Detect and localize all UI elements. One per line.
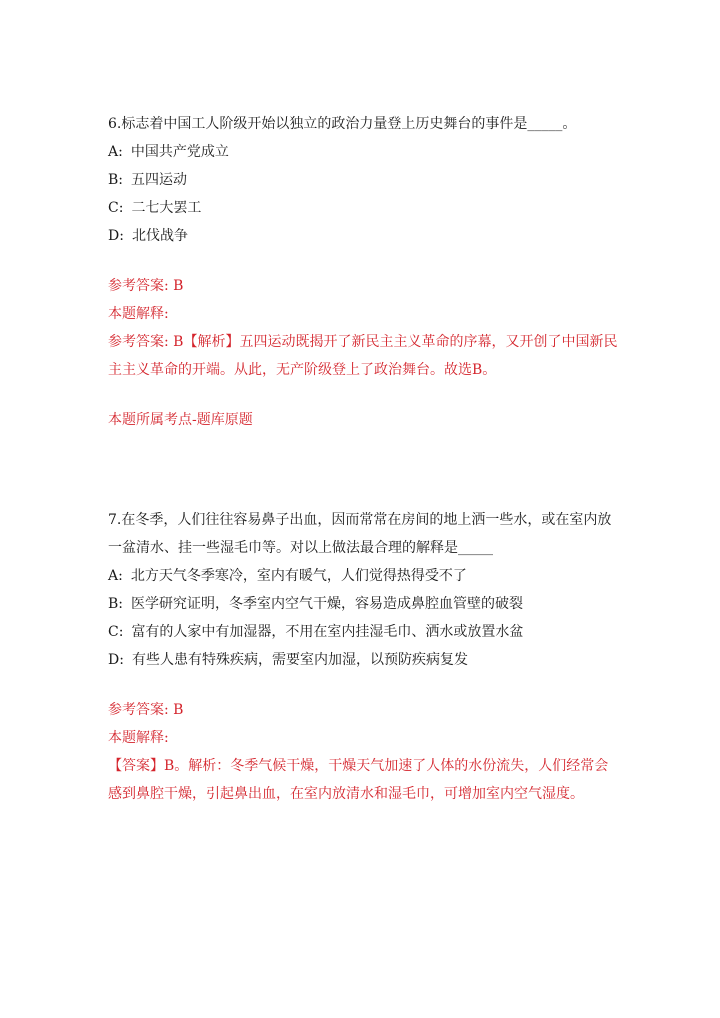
- option-letter: D:: [108, 228, 124, 244]
- option-a: [108, 562, 618, 590]
- option-letter: D:: [108, 652, 124, 668]
- option-list: [108, 562, 618, 674]
- topic-tag: 本题所属考点-题库原题: [108, 412, 253, 428]
- explanation-text: 参考答案: B【解析】五四运动既揭开了新民主主义革命的序幕，又开创了中国新民主主义革命的开端。从此，无产阶级登上了政治舞台。故选B。: [108, 334, 618, 378]
- option-b: [108, 590, 618, 618]
- reference-answer: 参考答案: B: [108, 702, 184, 718]
- option-text: 北伐战争: [131, 228, 188, 244]
- option-letter: B:: [108, 172, 124, 188]
- option-c: [108, 618, 618, 646]
- option-letter: A:: [108, 568, 123, 584]
- option-letter: A:: [108, 144, 123, 160]
- explanation-text: 【答案】B。解析：冬季气候干燥，干燥天气加速了人体的水份流失，人们经常会感到鼻腔干燥，引起鼻出血，在室内放清水和湿毛巾，可增加室内空气湿度。: [108, 758, 609, 802]
- explanation-label: 本题解释:: [108, 306, 169, 322]
- option-text: 有些人患有特殊疾病，需要室内加湿，以预防疾病复发: [131, 652, 468, 668]
- answer-block: [108, 696, 618, 808]
- option-d: [108, 646, 618, 674]
- question-6: [108, 110, 618, 434]
- question-7: [108, 506, 618, 808]
- question-stem: 6.标志着中国工人阶级开始以独立的政治力量登上历史舞台的事件是_____。: [108, 116, 577, 132]
- option-letter: B:: [108, 596, 124, 612]
- option-letter: C:: [108, 624, 124, 640]
- explanation-label: 本题解释:: [108, 730, 169, 746]
- option-text: 二七大罢工: [131, 200, 202, 216]
- option-letter: C:: [108, 200, 124, 216]
- answer-block: [108, 272, 618, 384]
- option-b: [108, 166, 618, 194]
- option-text: 五四运动: [131, 172, 188, 188]
- option-text: 医学研究证明，冬季室内空气干燥，容易造成鼻腔血管壁的破裂: [131, 596, 524, 612]
- reference-answer: 参考答案: B: [108, 278, 184, 294]
- option-c: [108, 194, 618, 222]
- option-text: 中国共产党成立: [130, 144, 229, 160]
- question-stem: 7.在冬季，人们往往容易鼻子出血，因而常常在房间的地上洒一些水，或在室内放一盆清水、挂一些湿毛巾等。对以上做法最合理的解释是_____: [108, 512, 612, 556]
- option-list: [108, 138, 618, 250]
- option-text: 北方天气冬季寒冷，室内有暖气，人们觉得热得受不了: [130, 568, 467, 584]
- option-d: [108, 222, 618, 250]
- option-a: [108, 138, 618, 166]
- option-text: 富有的人家中有加湿器，不用在室内挂湿毛巾、洒水或放置水盆: [131, 624, 524, 640]
